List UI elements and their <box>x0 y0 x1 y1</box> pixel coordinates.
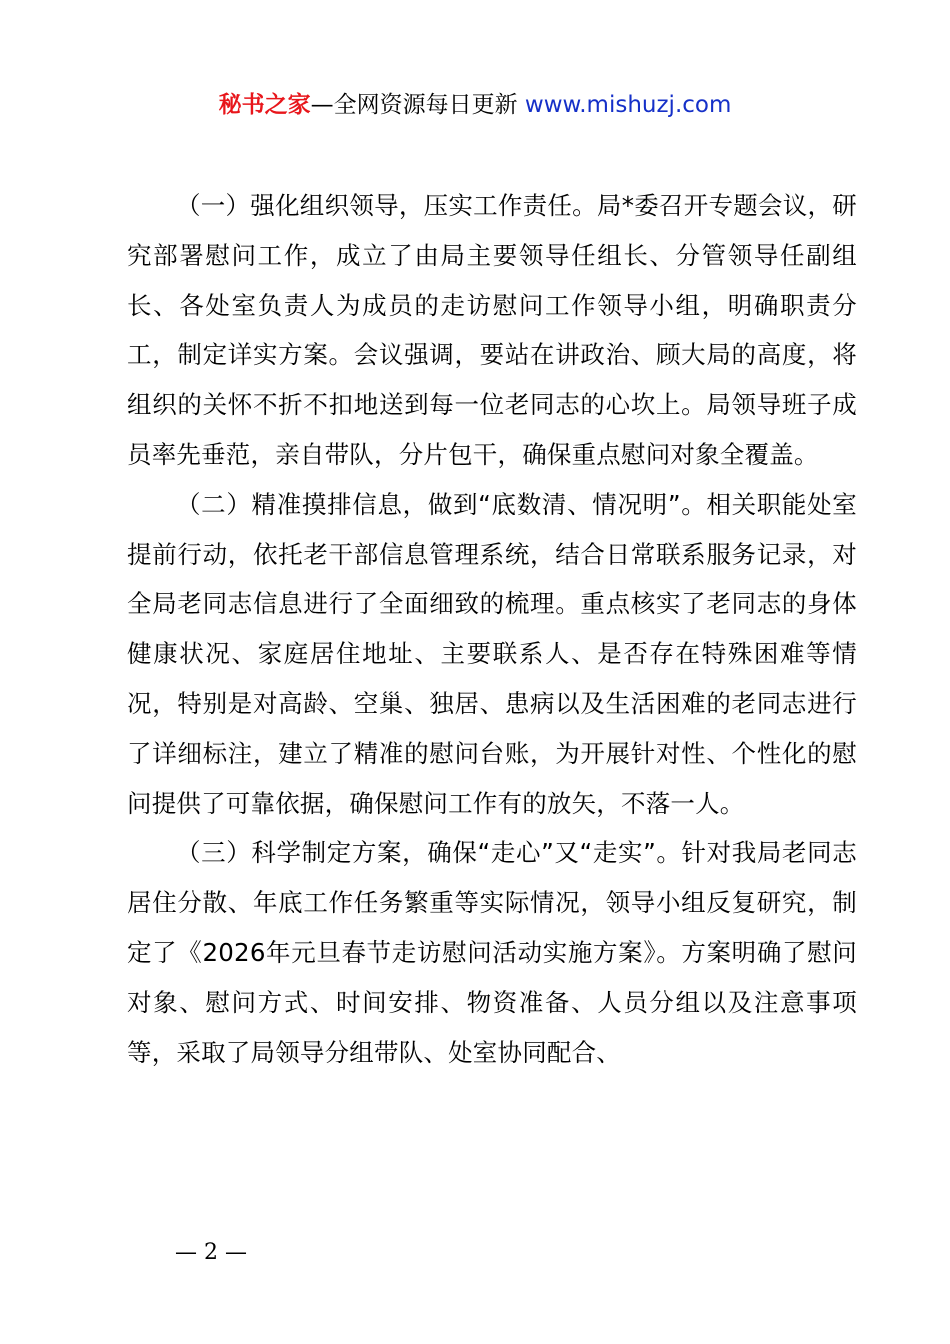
page-number: — 2 — <box>175 1240 247 1265</box>
paragraph-2: （二）精准摸排信息，做到“底数清、情况明”。相关职能处室提前行动，依托老干部信息管理系统，结合日常联系服务记录，对全局老同志信息进行了全面细致的梳理。重点核实了老同志的身体健康状况、家庭居住地址、主要联系人、是否存在特殊困难等情况，特别是对高龄、空巢、独居、患病以及生活困难的老同志进行了详细标注，建立了精准的慰问台账，为开展针对性、个性化的慰问提供了可靠依据，确保慰问工作有的放矢，不落一人。 <box>127 489 857 818</box>
paragraph-3: （三）科学制定方案，确保“走心”又“走实”。针对我局老同志居住分散、年底工作任务繁重等实际情况，领导小组反复研究，制定了《2026年元旦春节走访慰问活动实施方案》。方案明确了慰问对象、慰问方式、时间安排、物资准备、人员分组以及注意事项等，采取了局领导分组带队、处室协同配合、 <box>127 838 857 1067</box>
document-body <box>127 181 857 1077</box>
site-url-link[interactable]: www.mishuzj.com <box>524 92 732 118</box>
paragraph-1: （一）强化组织领导，压实工作责任。局*委召开专题会议，研究部署慰问工作，成立了由局主要领导任组长、分管领导任副组长、各处室负责人为成员的走访慰问工作领导小组，明确职责分工，制定详实方案。会议强调，要站在讲政治、顾大局的高度，将组织的关怀不折不扣地送到每一位老同志的心坎上。局领导班子成员率先垂范，亲自带队，分片包干，确保重点慰问对象全覆盖。 <box>127 191 857 469</box>
site-header <box>0 88 950 122</box>
header-tagline: —全网资源每日更新 <box>310 92 525 118</box>
brand-name: 秘书之家 <box>218 92 311 118</box>
